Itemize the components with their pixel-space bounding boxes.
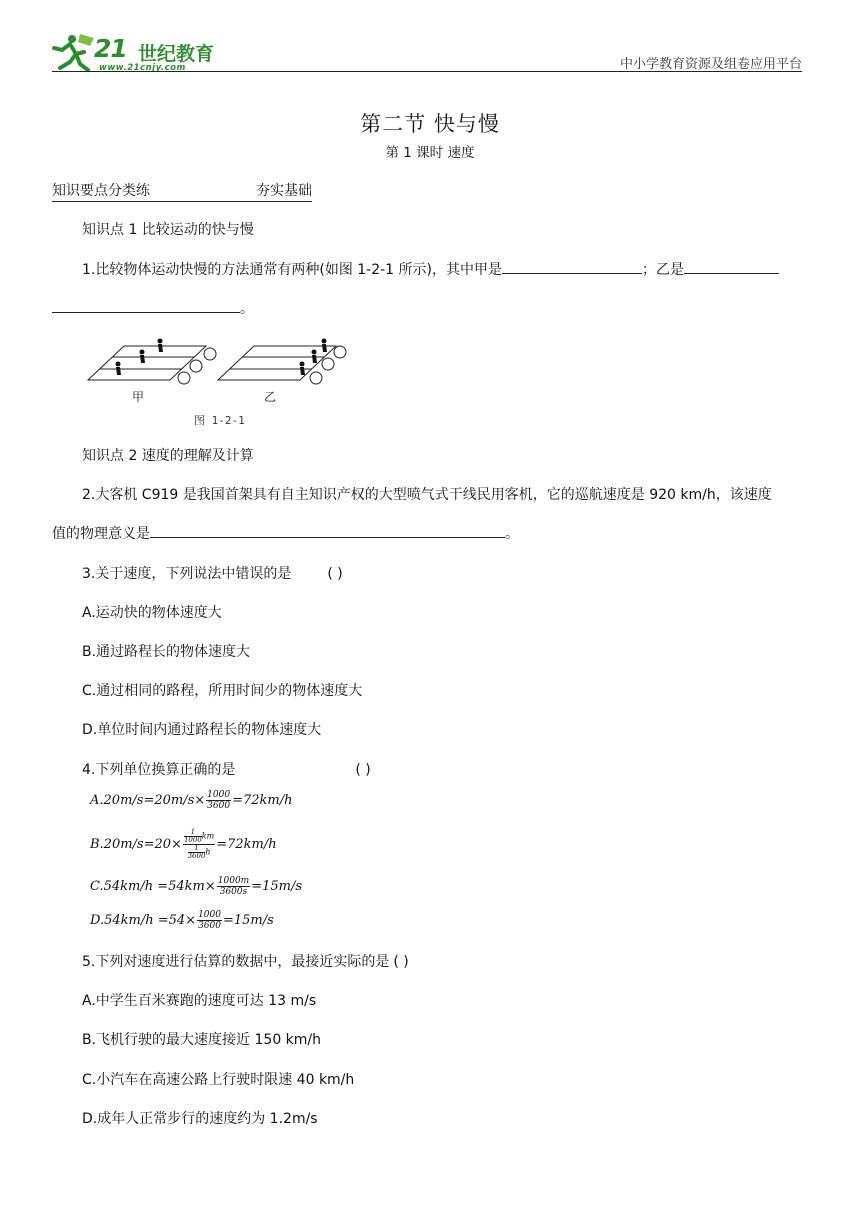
question-3-stem: 3.关于速度，下列说法中错误的是	[82, 566, 292, 582]
option-b-num-a: 1	[184, 829, 202, 837]
section-heading	[52, 180, 312, 202]
platform-name: 中小学教育资源及组卷应用平台	[619, 57, 802, 72]
section-heading-right: 夯实基础	[256, 183, 312, 199]
option-b-right: =72km/h	[216, 837, 277, 852]
race-comparison-diagram	[86, 338, 361, 430]
option-b-left: B.20m/s=20×	[90, 837, 182, 852]
option-a-left: A.20m/s=20m/s×	[90, 793, 206, 808]
option-a-denominator: 3600	[207, 801, 231, 811]
option-c-right: =15m/s	[251, 879, 303, 894]
question-1-separator: ；乙是	[642, 262, 685, 278]
option-d-denominator: 3600	[198, 921, 221, 931]
option-c-left: C.54km/h =54km×	[90, 879, 216, 894]
question-5-answer-paren[interactable]: ( )	[393, 954, 409, 970]
question-2-end: 。	[505, 526, 519, 542]
question-3-option-d[interactable]: D.单位时间内通过路程长的物体速度大	[82, 722, 322, 738]
runner-logo-icon	[50, 30, 98, 74]
option-c-numerator: 1000m	[217, 876, 250, 886]
question-4-option-c[interactable]	[90, 876, 302, 897]
page-subtitle: 第 1 课时 速度	[385, 145, 475, 161]
question-4-answer-paren[interactable]: ( )	[355, 762, 371, 778]
knowledge-point-2: 知识点 2 速度的理解及计算	[82, 448, 254, 464]
question-3-answer-paren[interactable]: ( )	[327, 566, 343, 582]
figure-caption: 图 1-2-1	[194, 414, 245, 427]
option-d-right: =15m/s	[222, 913, 274, 928]
question-1-continued	[52, 298, 254, 318]
logo-number: 21	[94, 34, 127, 63]
question-5-option-d[interactable]: D.成年人正常步行的速度约为 1.2m/s	[82, 1111, 318, 1127]
header-divider	[52, 71, 802, 72]
question-2-line-2	[52, 523, 519, 543]
question-1-text: 1.比较物体运动快慢的方法通常有两种(如图 1-2-1 所示)，其中甲是	[82, 262, 503, 278]
figure-1-2-1	[86, 338, 361, 430]
page-title: 第二节 快与慢	[360, 112, 500, 136]
question-3-option-b[interactable]: B.通过路程长的物体速度大	[82, 644, 251, 660]
logo	[50, 30, 225, 74]
question-4-stem: 4.下列单位换算正确的是	[82, 762, 236, 778]
question-4	[82, 759, 371, 779]
label-jia: 甲	[132, 390, 145, 404]
section-heading-left: 知识要点分类练	[52, 183, 150, 199]
question-4-option-d[interactable]	[90, 910, 274, 931]
answer-blank-1b[interactable]	[684, 259, 779, 274]
option-a-numerator: 1000	[207, 790, 231, 800]
question-4-option-b[interactable]	[90, 829, 277, 860]
question-1-end: 。	[240, 301, 254, 317]
option-b-num-b: 1000	[183, 836, 202, 844]
option-a-right: =72km/h	[232, 793, 293, 808]
question-5-option-b[interactable]: B.飞机行驶的最大速度接近 150 km/h	[82, 1032, 322, 1048]
question-3-option-c[interactable]: C.通过相同的路程，所用时间少的物体速度大	[82, 683, 363, 699]
option-d-numerator: 1000	[198, 910, 221, 920]
logo-name: 世纪教育	[138, 43, 215, 65]
option-c-denominator: 3600s	[219, 887, 248, 897]
question-3	[82, 563, 343, 583]
knowledge-point-1: 知识点 1 比较运动的快与慢	[82, 222, 254, 238]
answer-blank-2[interactable]	[150, 523, 505, 538]
question-2-line-1: 2.大客机 C919 是我国首架具有自主知识产权的大型喷气式干线民用客机，它的巡航速度是 920 km/h，该速度	[82, 487, 772, 503]
answer-blank-1a[interactable]	[502, 259, 642, 274]
question-5-option-c[interactable]: C.小汽车在高速公路上行驶时限速 40 km/h	[82, 1072, 355, 1088]
question-4-option-a[interactable]	[90, 790, 292, 811]
question-3-option-a[interactable]: A.运动快的物体速度大	[82, 605, 222, 621]
question-2-text: 值的物理意义是	[52, 526, 150, 542]
option-b-den-unit: h	[205, 847, 211, 857]
question-5-stem: 5.下列对速度进行估算的数据中，最接近实际的是	[82, 954, 390, 970]
option-d-left: D.54km/h =54×	[90, 913, 197, 928]
question-5-option-a[interactable]: A.中学生百米赛跑的速度可达 13 m/s	[82, 993, 317, 1009]
label-yi: 乙	[264, 390, 277, 404]
option-b-num-unit: km	[201, 831, 215, 841]
answer-blank-1b-continued[interactable]	[52, 298, 240, 313]
option-b-den-b: 3600	[187, 852, 206, 860]
logo-url: www.21cnjy.com	[99, 63, 186, 73]
question-5	[82, 951, 409, 971]
option-b-den-a: 1	[188, 845, 206, 853]
question-1	[82, 259, 779, 279]
